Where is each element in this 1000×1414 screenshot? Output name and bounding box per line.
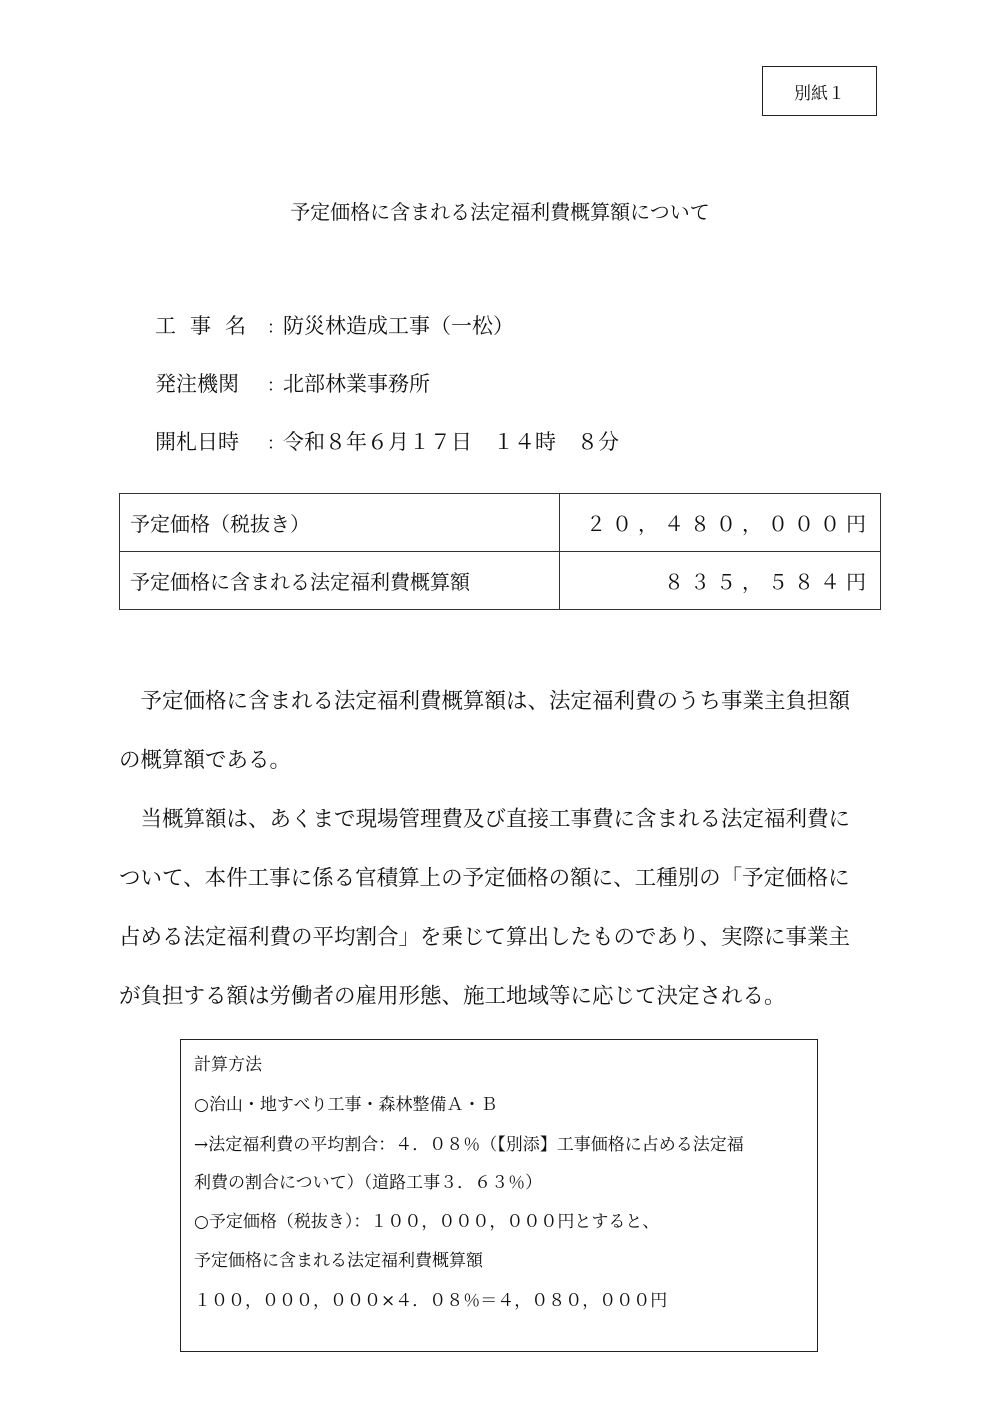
info-label-ordering-agency: 発注機関 (155, 372, 239, 396)
table-row (120, 552, 881, 610)
price-value-estimated: ２０，４８０，０００円 (560, 494, 881, 552)
body-paragraph-line: ついて、本件工事に係る官積算上の予定価格の額に、工種別の「予定価格に (119, 866, 850, 891)
info-value-ordering-agency: 北部林業事務所 (283, 372, 430, 396)
info-label-bid-opening-datetime: 開札日時 (155, 430, 239, 454)
page-title: 予定価格に含まれる法定福利費概算額について (290, 200, 710, 224)
calc-line: 予定価格に含まれる法定福利費概算額 (194, 1251, 483, 1271)
info-value-project-name: 防災林造成工事（一松） (283, 314, 514, 338)
info-colon: ： (267, 434, 284, 454)
body-paragraph-line: の概算額である。 (119, 748, 292, 773)
price-label-estimated: 予定価格（税抜き） (120, 494, 560, 552)
calc-heading: 計算方法 (194, 1055, 262, 1075)
price-label-welfare-cost: 予定価格に含まれる法定福利費概算額 (120, 552, 560, 610)
info-row-bid-opening-datetime (155, 427, 619, 457)
calc-line: →法定福利費の平均割合：４．０８％（【別添】工事価格に占める法定福 (194, 1135, 744, 1155)
body-paragraph-line: 当概算額は、あくまで現場管理費及び直接工事費に含まれる法定福利費に (119, 807, 851, 832)
price-table (119, 493, 881, 610)
info-row-ordering-agency (155, 369, 430, 399)
body-paragraph-line: が負担する額は労働者の雇用形態、施工地域等に応じて決定される。 (119, 984, 786, 1009)
info-label-project-name: 工事名 (155, 314, 260, 338)
table-row (120, 494, 881, 552)
info-colon: ： (267, 318, 284, 338)
info-colon: ： (267, 376, 284, 396)
price-value-welfare-cost: ８３５，５８４円 (560, 552, 881, 610)
calc-line: ○治山・地すべり工事・森林整備Ａ・Ｂ (194, 1095, 498, 1115)
calc-line: 利費の割合について）（道路工事３．６３％） (194, 1173, 543, 1193)
info-value-bid-opening-datetime: 令和８年６月１７日 １４時 ８分 (283, 430, 619, 454)
body-paragraph-line: 予定価格に含まれる法定福利費概算額は、法定福利費のうち事業主負担額 (119, 689, 851, 714)
body-paragraph-line: 占める法定福利費の平均割合」を乗じて算出したものであり、実際に事業主 (119, 925, 851, 950)
info-row-project-name (155, 311, 514, 341)
attachment-label: 別紙１ (762, 66, 877, 116)
calculation-method-box (180, 1039, 818, 1352)
calc-formula: １００，０００，０００×４．０８％＝４，０８０，０００円 (194, 1291, 668, 1311)
calc-line: ○予定価格（税抜き）：１００，０００，０００円とすると、 (194, 1212, 660, 1232)
